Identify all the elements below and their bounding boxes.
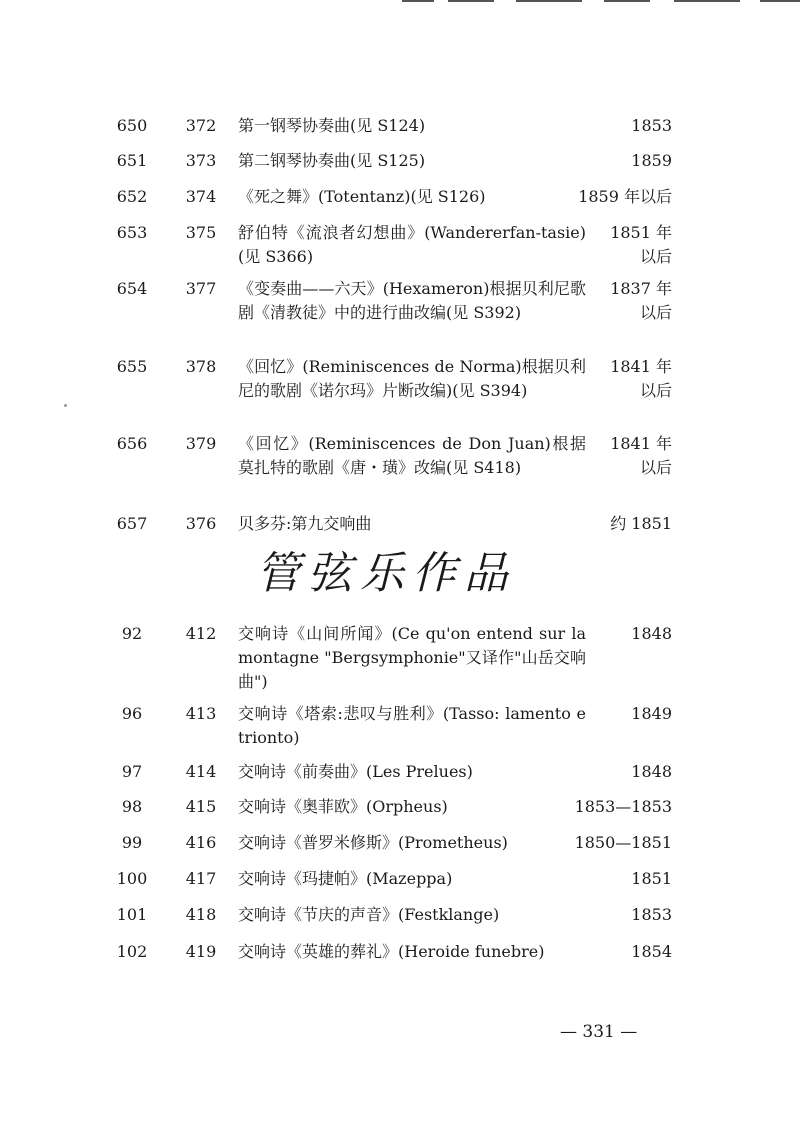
work-year: 1859 bbox=[631, 151, 672, 170]
work-year: 1859 年以后 bbox=[578, 187, 672, 206]
searle-number: 375 bbox=[185, 223, 217, 242]
searle-number: 418 bbox=[185, 905, 217, 924]
searle-number: 416 bbox=[185, 833, 217, 852]
work-title: 交响诗《英雄的葬礼》(Heroide funebre) bbox=[238, 942, 545, 961]
work-title: 交响诗《塔索:悲叹与胜利》(Tasso: lamento e trionto) bbox=[238, 704, 586, 747]
work-title: 《变奏曲——六天》(Hexameron)根据贝利尼歌剧《清教徒》中的进行曲改编(见 S392) bbox=[238, 279, 586, 322]
catalog-number: 650 bbox=[116, 116, 148, 135]
work-title: 《回忆》(Reminiscences de Don Juan)根据莫扎特的歌剧《唐・璜》改编(见 S418) bbox=[238, 434, 586, 477]
work-year: 1848 bbox=[631, 762, 672, 781]
top-rule bbox=[604, 0, 650, 2]
catalog-number: 92 bbox=[121, 624, 143, 643]
top-rule bbox=[448, 0, 494, 2]
work-year: 1853 bbox=[631, 116, 672, 135]
catalog-number: 656 bbox=[116, 434, 148, 453]
work-title: 交响诗《前奏曲》(Les Prelues) bbox=[238, 762, 473, 781]
catalog-number: 102 bbox=[116, 942, 148, 961]
work-title: 《死之舞》(Totentanz)(见 S126) bbox=[238, 187, 486, 206]
work-year: 1841 年以后 bbox=[610, 434, 672, 477]
work-year: 1854 bbox=[631, 942, 672, 961]
page-number: — 331 — bbox=[560, 1022, 638, 1042]
top-rule bbox=[760, 0, 800, 2]
catalog-number: 655 bbox=[116, 357, 148, 376]
searle-number: 419 bbox=[185, 942, 217, 961]
searle-number: 376 bbox=[185, 514, 217, 533]
work-title: 第一钢琴协奏曲(见 S124) bbox=[238, 116, 426, 135]
work-year: 1849 bbox=[631, 704, 672, 723]
catalog-number: 657 bbox=[116, 514, 148, 533]
searle-number: 413 bbox=[185, 704, 217, 723]
work-year: 约 1851 bbox=[610, 514, 672, 533]
top-rule bbox=[402, 0, 434, 2]
catalog-number: 100 bbox=[116, 869, 148, 888]
searle-number: 412 bbox=[185, 624, 217, 643]
work-title: 交响诗《普罗米修斯》(Prometheus) bbox=[238, 833, 508, 852]
catalog-number: 99 bbox=[121, 833, 143, 852]
catalog-number: 101 bbox=[116, 905, 148, 924]
searle-number: 373 bbox=[185, 151, 217, 170]
searle-number: 378 bbox=[185, 357, 217, 376]
work-year: 1850—1851 bbox=[574, 833, 672, 852]
searle-number: 372 bbox=[185, 116, 217, 135]
work-title: 舒伯特《流浪者幻想曲》(Wandererfan-tasie)(见 S366) bbox=[238, 223, 586, 266]
searle-number: 417 bbox=[185, 869, 217, 888]
catalog-number: 97 bbox=[121, 762, 143, 781]
margin-mark bbox=[64, 404, 67, 407]
catalog-number: 653 bbox=[116, 223, 148, 242]
work-title: 第二钢琴协奏曲(见 S125) bbox=[238, 151, 426, 170]
work-year: 1848 bbox=[631, 624, 672, 643]
top-rule bbox=[674, 0, 740, 2]
searle-number: 379 bbox=[185, 434, 217, 453]
work-title: 交响诗《玛捷帕》(Mazeppa) bbox=[238, 869, 453, 888]
work-year: 1853—1853 bbox=[574, 797, 672, 816]
work-year: 1853 bbox=[631, 905, 672, 924]
catalog-number: 96 bbox=[121, 704, 143, 723]
work-title: 交响诗《山间所闻》(Ce qu'on entend sur la montagne "Bergsymphonie"又译作"山岳交响曲") bbox=[238, 624, 586, 691]
section-heading: 管弦乐作品 bbox=[256, 548, 516, 599]
work-title: 贝多芬:第九交响曲 bbox=[238, 514, 372, 533]
catalog-number: 652 bbox=[116, 187, 148, 206]
work-year: 1841 年以后 bbox=[610, 357, 672, 400]
top-rule bbox=[516, 0, 582, 2]
catalog-number: 651 bbox=[116, 151, 148, 170]
work-title: 《回忆》(Reminiscences de Norma)根据贝利尼的歌剧《诺尔玛》片断改编)(见 S394) bbox=[238, 357, 586, 400]
searle-number: 377 bbox=[185, 279, 217, 298]
work-year: 1851 bbox=[631, 869, 672, 888]
work-year: 1837 年以后 bbox=[610, 279, 672, 322]
work-title: 交响诗《奥菲欧》(Orpheus) bbox=[238, 797, 448, 816]
searle-number: 374 bbox=[185, 187, 217, 206]
searle-number: 415 bbox=[185, 797, 217, 816]
catalog-number: 654 bbox=[116, 279, 148, 298]
work-title: 交响诗《节庆的声音》(Festklange) bbox=[238, 905, 500, 924]
catalog-number: 98 bbox=[121, 797, 143, 816]
searle-number: 414 bbox=[185, 762, 217, 781]
work-year: 1851 年以后 bbox=[610, 223, 672, 266]
